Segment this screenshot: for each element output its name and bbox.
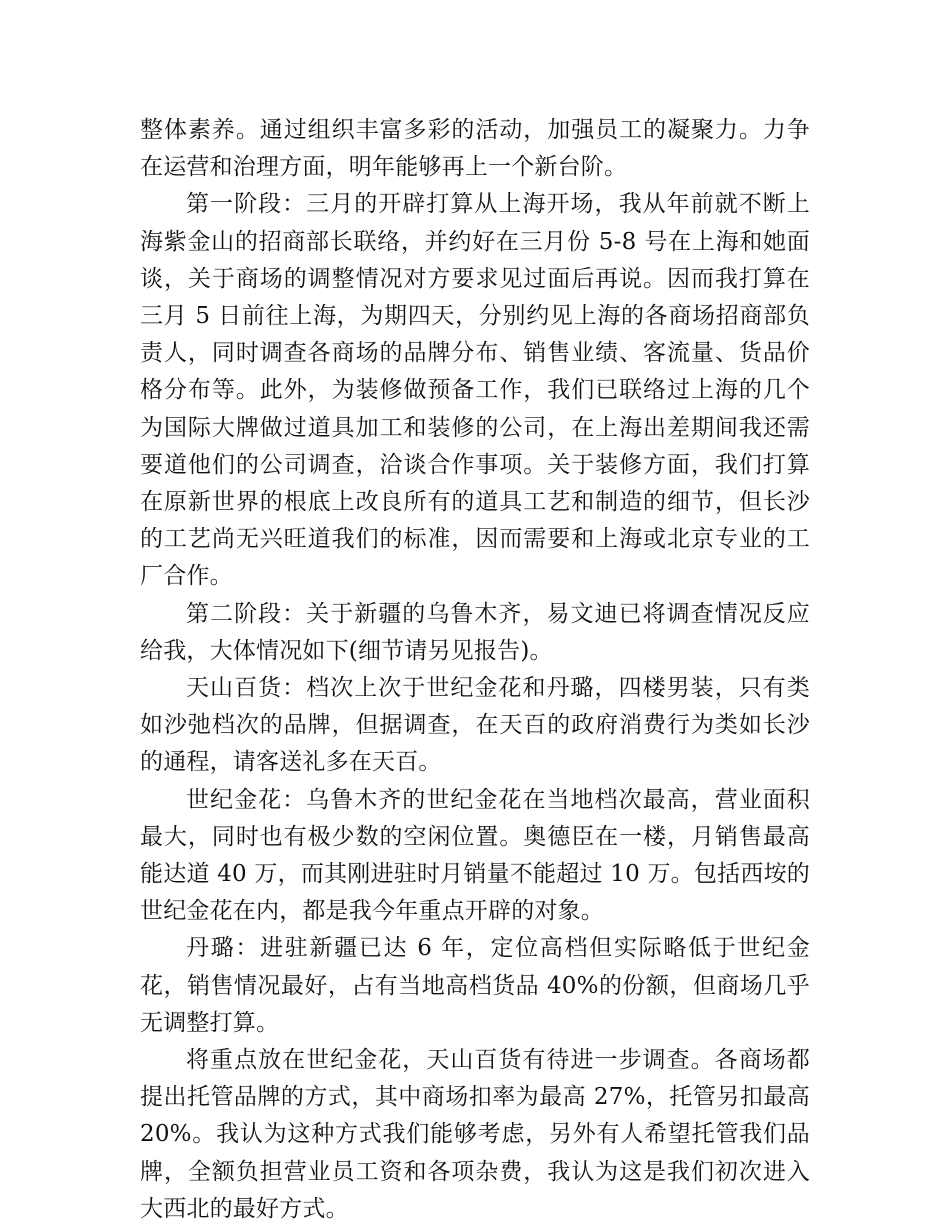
- paragraph-3: 第二阶段：关于新疆的乌鲁木齐，易文迪已将调查情况反应给我，大体情况如下(细节请另见报告)。: [140, 600, 810, 664]
- paragraph-2: 第一阶段：三月的开辟打算从上海开场，我从年前就不断上海紫金山的招商部长联络，并约好在三月份 5-8 号在上海和她面谈，关于商场的调整情况对方要求见过面后再说。因而我打算在三月 5 日前往上海，为期四天，分别约见上海的各商场招商部负责人，同时调查各商场的品牌分布、销售业绩、客流量、货品价格分布等。此外，为装修做预备工作，我们已联络过上海的几个为国际大牌做过道具加工和装修的公司，在上海出差期间我还需要道他们的公司调查，洽谈合作事项。关于装修方面，我们打算在原新世界的根底上改良所有的道具工艺和制造的细节，但长沙的工艺尚无兴旺道我们的标准，因而需要和上海或北京专业的工厂合作。: [140, 191, 810, 590]
- paragraph-5: 世纪金花：乌鲁木齐的世纪金花在当地档次最高，营业面积最大，同时也有极少数的空闲位置。奥德臣在一楼，月销售最高能达道 40 万，而其刚进驻时月销量不能超过 10 万。包括西垵的世纪金花在内，都是我今年重点开辟的对象。: [140, 786, 810, 925]
- paragraph-7: 将重点放在世纪金花，天山百货有待进一步调查。各商场都提出托管品牌的方式，其中商场扣率为最高 27%，托管另扣最高 20%。我认为这种方式我们能够考虑，另外有人希望托管我们品牌，全额负担营业员工资和各项杂费，我认为这是我们初次进入大西北的最好方式。: [140, 1047, 810, 1222]
- paragraph-1: 整体素养。通过组织丰富多彩的活动，加强员工的凝聚力。力争在运营和治理方面，明年能够再上一个新台阶。: [140, 117, 810, 181]
- document-body: [140, 112, 810, 1228]
- paragraph-6: 丹璐：进驻新疆已达 6 年，定位高档但实际略低于世纪金花，销售情况最好，占有当地高档货品 40%的份额，但商场几乎无调整打算。: [140, 935, 810, 1036]
- paragraph-4: 天山百货：档次上次于世纪金花和丹璐，四楼男装，只有类如沙弛档次的品牌，但据调查，在天百的政府消费行为类如长沙的通程，请客送礼多在天百。: [140, 675, 810, 776]
